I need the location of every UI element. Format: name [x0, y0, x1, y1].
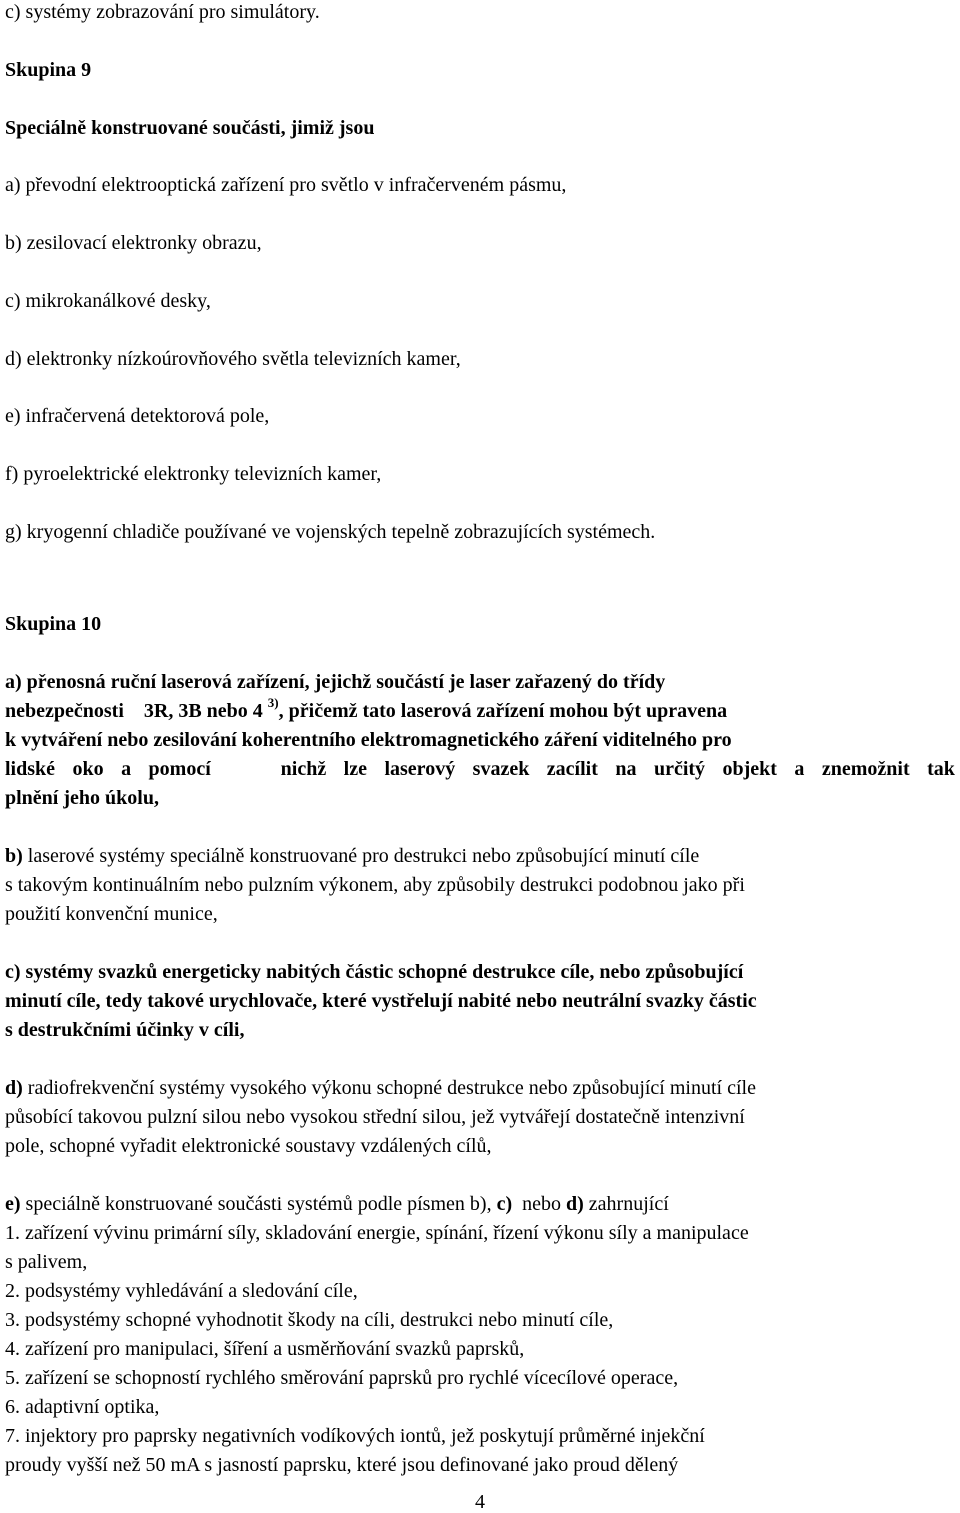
group9-item-c: c) mikrokanálkové desky, [5, 290, 211, 312]
group9-item-e: e) infračervená detektorová pole, [5, 405, 270, 427]
group9-intro: Speciálně konstruované součásti, jimiž jsou [5, 117, 375, 139]
group10-e-label: e) [5, 1193, 21, 1215]
group10-b-label: b) [5, 845, 23, 867]
group10-c-line-3: s destrukčními účinky v cíli, [5, 1019, 245, 1041]
group10-e-item-1-cont: s palivem, [5, 1251, 88, 1273]
group9-item-f: f) pyroelektrické elektronky televizních kamer, [5, 463, 382, 485]
page-number: 4 [475, 1491, 485, 1513]
group10-e-ref-c: c) [496, 1193, 513, 1215]
group10-e-item-4: 4. zařízení pro manipulaci, šíření a usměrňování svazků paprsků, [5, 1338, 525, 1360]
group10-e-item-3: 3. podsystémy schopné vyhodnotit škody na cíli, destrukci nebo minutí cíle, [5, 1309, 614, 1331]
group10-d-line-3: pole, schopné vyřadit elektronické soustavy vzdálených cílů, [5, 1135, 492, 1157]
footnote-ref: 3) [267, 695, 279, 711]
group10-e-item-7: 7. injektory pro paprsky negativních vodíkových iontů, jež poskytují průměrné injekční [5, 1425, 705, 1447]
group10-e-item-7-cont: proudy vyšší než 50 mA s jasností paprsku, které jsou definované jako proud dělený [5, 1454, 679, 1476]
group10-b-line-2: s takovým kontinuálním nebo pulzním výkonem, aby způsobily destrukci podobnou jako při [5, 874, 745, 896]
group10-a-line-1: a) přenosná ruční laserová zařízení, jejichž součástí je laser zařazený do třídy [5, 671, 666, 693]
group10-a-line-2-text: nebezpečnosti 3R, 3B nebo 4 [5, 700, 263, 722]
group9-heading: Skupina 9 [5, 59, 92, 81]
group9-item-d: d) elektronky nízkoúrovňového světla televizních kamer, [5, 348, 461, 370]
group10-e-line [5, 1192, 669, 1216]
group10-b-line-1-text: laserové systémy speciálně konstruované pro destrukci nebo způsobující minutí cíle [22, 845, 700, 867]
group10-e-item-2: 2. podsystémy vyhledávání a sledování cíle, [5, 1280, 358, 1302]
group9-item-b: b) zesilovací elektronky obrazu, [5, 232, 262, 254]
group10-a-line-2-rest: , přičemž tato laserová zařízení mohou být upravena [278, 700, 728, 722]
group10-e-text-2: nebo [512, 1193, 566, 1215]
group10-heading: Skupina 10 [5, 613, 102, 635]
group10-b-line-1 [5, 844, 699, 868]
group10-b-line-3: použití konvenční munice, [5, 903, 218, 925]
group10-d-line-2: působící takovou pulzní silou nebo vysokou střední silou, jež vytvářejí dostatečně intenzivní [5, 1106, 745, 1128]
group9-item-a: a) převodní elektrooptická zařízení pro světlo v infračerveném pásmu, [5, 174, 567, 196]
top-fragment: c) systémy zobrazování pro simulátory. [5, 1, 320, 23]
group10-d-line-1 [5, 1076, 756, 1100]
group9-item-g: g) kryogenní chladiče používané ve vojenských tepelně zobrazujících systémech. [5, 521, 656, 543]
group10-d-line-1-text: radiofrekvenční systémy vysokého výkonu schopné destrukce nebo způsobující minutí cíle [22, 1077, 756, 1099]
group10-e-text-1: speciálně konstruované součásti systémů podle písmen b), [20, 1193, 497, 1215]
group10-a-line-3: k vytváření nebo zesilování koherentního elektromagnetického záření viditelného pro [5, 729, 732, 751]
group10-d-label: d) [5, 1077, 23, 1099]
group10-e-item-5: 5. zařízení se schopností rychlého směrování paprsků pro rychlé vícecílové operace, [5, 1367, 679, 1389]
group10-a-line-2 [5, 695, 728, 723]
group10-c-line-2: minutí cíle, tedy takové urychlovače, které vystřelují nabité nebo neutrální svazky částic [5, 990, 757, 1012]
group10-e-item-6: 6. adaptivní optika, [5, 1396, 160, 1418]
group10-e-ref-d: d) [566, 1193, 584, 1215]
group10-c-line-1: c) systémy svazků energeticky nabitých částic schopné destrukce cíle, nebo způsobující [5, 961, 744, 983]
group10-e-text-3: zahrnující [583, 1193, 669, 1215]
group10-a-line-4: lidské oko a pomocí nichž lze laserový svazek zacílit na určitý objekt a znemožnit tak [5, 758, 955, 780]
group10-a-line-5: plnění jeho úkolu, [5, 787, 159, 809]
group10-e-item-1: 1. zařízení vývinu primární síly, skladování energie, spínání, řízení výkonu síly a manipulace [5, 1222, 749, 1244]
